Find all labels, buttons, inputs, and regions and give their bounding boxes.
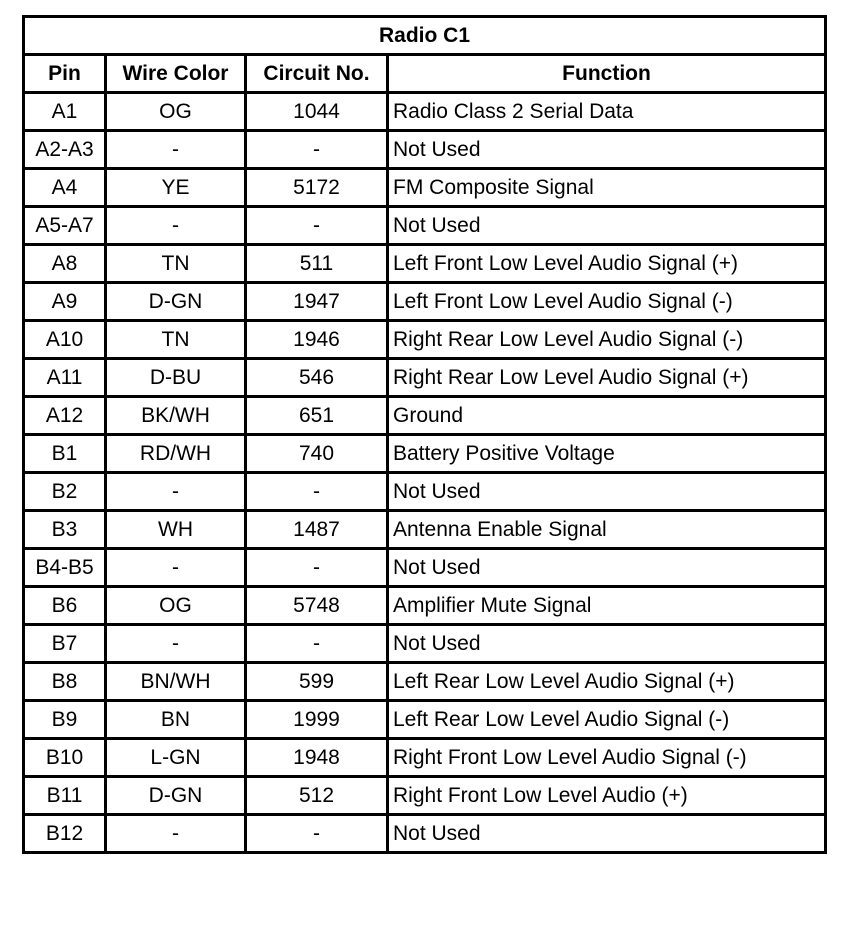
table-row bbox=[24, 245, 826, 283]
header-wire-color: Wire Color bbox=[106, 55, 246, 93]
wire-color-cell: D-BU bbox=[106, 359, 246, 397]
table-row bbox=[24, 625, 826, 663]
function-cell: Right Rear Low Level Audio Signal (+) bbox=[388, 359, 826, 397]
pin-cell: B4-B5 bbox=[24, 549, 106, 587]
function-cell: Right Front Low Level Audio Signal (-) bbox=[388, 739, 826, 777]
circuit-number-cell: 546 bbox=[246, 359, 388, 397]
pin-cell: A2-A3 bbox=[24, 131, 106, 169]
pin-cell: B1 bbox=[24, 435, 106, 473]
pin-cell: A5-A7 bbox=[24, 207, 106, 245]
table-row bbox=[24, 359, 826, 397]
function-cell: Not Used bbox=[388, 625, 826, 663]
function-cell: Left Rear Low Level Audio Signal (-) bbox=[388, 701, 826, 739]
wire-color-cell: - bbox=[106, 815, 246, 853]
circuit-number-cell: 5748 bbox=[246, 587, 388, 625]
circuit-number-cell: 1947 bbox=[246, 283, 388, 321]
function-cell: Ground bbox=[388, 397, 826, 435]
table-title-row bbox=[24, 17, 826, 55]
table-row bbox=[24, 663, 826, 701]
table-row bbox=[24, 815, 826, 853]
wire-color-cell: - bbox=[106, 207, 246, 245]
table-row bbox=[24, 283, 826, 321]
wire-color-cell: TN bbox=[106, 321, 246, 359]
pin-cell: B9 bbox=[24, 701, 106, 739]
function-cell: Left Front Low Level Audio Signal (-) bbox=[388, 283, 826, 321]
function-cell: Not Used bbox=[388, 473, 826, 511]
pin-cell: A11 bbox=[24, 359, 106, 397]
wire-color-cell: WH bbox=[106, 511, 246, 549]
circuit-number-cell: 5172 bbox=[246, 169, 388, 207]
function-cell: Not Used bbox=[388, 207, 826, 245]
table-row bbox=[24, 397, 826, 435]
wire-color-cell: - bbox=[106, 549, 246, 587]
circuit-number-cell: - bbox=[246, 549, 388, 587]
pin-cell: A9 bbox=[24, 283, 106, 321]
function-cell: Not Used bbox=[388, 549, 826, 587]
circuit-number-cell: 511 bbox=[246, 245, 388, 283]
function-cell: Right Rear Low Level Audio Signal (-) bbox=[388, 321, 826, 359]
wire-color-cell: D-GN bbox=[106, 777, 246, 815]
function-cell: Antenna Enable Signal bbox=[388, 511, 826, 549]
header-circuit-no: Circuit No. bbox=[246, 55, 388, 93]
pin-cell: A1 bbox=[24, 93, 106, 131]
function-cell: Amplifier Mute Signal bbox=[388, 587, 826, 625]
wire-color-cell: TN bbox=[106, 245, 246, 283]
circuit-number-cell: 1946 bbox=[246, 321, 388, 359]
circuit-number-cell: 1999 bbox=[246, 701, 388, 739]
pin-cell: B3 bbox=[24, 511, 106, 549]
wire-color-cell: D-GN bbox=[106, 283, 246, 321]
wire-color-cell: - bbox=[106, 625, 246, 663]
pin-cell: A10 bbox=[24, 321, 106, 359]
table-row bbox=[24, 207, 826, 245]
circuit-number-cell: 740 bbox=[246, 435, 388, 473]
function-cell: Left Front Low Level Audio Signal (+) bbox=[388, 245, 826, 283]
table-header-row bbox=[24, 55, 826, 93]
circuit-number-cell: - bbox=[246, 131, 388, 169]
table-row bbox=[24, 701, 826, 739]
function-cell: Not Used bbox=[388, 131, 826, 169]
wire-color-cell: BN bbox=[106, 701, 246, 739]
wire-color-cell: BK/WH bbox=[106, 397, 246, 435]
table-row bbox=[24, 93, 826, 131]
table-row bbox=[24, 321, 826, 359]
wire-color-cell: RD/WH bbox=[106, 435, 246, 473]
connector-pinout-table bbox=[22, 15, 827, 854]
table-row bbox=[24, 435, 826, 473]
wire-color-cell: - bbox=[106, 473, 246, 511]
wire-color-cell: BN/WH bbox=[106, 663, 246, 701]
function-cell: Right Front Low Level Audio (+) bbox=[388, 777, 826, 815]
pin-cell: A4 bbox=[24, 169, 106, 207]
table-body bbox=[24, 93, 826, 853]
pin-cell: B12 bbox=[24, 815, 106, 853]
wire-color-cell: OG bbox=[106, 587, 246, 625]
pin-cell: B10 bbox=[24, 739, 106, 777]
function-cell: FM Composite Signal bbox=[388, 169, 826, 207]
wire-color-cell: L-GN bbox=[106, 739, 246, 777]
pin-cell: B8 bbox=[24, 663, 106, 701]
pin-cell: A12 bbox=[24, 397, 106, 435]
table-row bbox=[24, 473, 826, 511]
pin-cell: B6 bbox=[24, 587, 106, 625]
circuit-number-cell: - bbox=[246, 473, 388, 511]
table-row bbox=[24, 739, 826, 777]
function-cell: Not Used bbox=[388, 815, 826, 853]
function-cell: Battery Positive Voltage bbox=[388, 435, 826, 473]
function-cell: Radio Class 2 Serial Data bbox=[388, 93, 826, 131]
circuit-number-cell: 512 bbox=[246, 777, 388, 815]
pin-cell: B11 bbox=[24, 777, 106, 815]
wire-color-cell: - bbox=[106, 131, 246, 169]
pin-cell: A8 bbox=[24, 245, 106, 283]
header-pin: Pin bbox=[24, 55, 106, 93]
table-row bbox=[24, 549, 826, 587]
pin-cell: B7 bbox=[24, 625, 106, 663]
table-row bbox=[24, 169, 826, 207]
circuit-number-cell: 1044 bbox=[246, 93, 388, 131]
table-row bbox=[24, 587, 826, 625]
table-title: Radio C1 bbox=[24, 17, 826, 55]
pin-cell: B2 bbox=[24, 473, 106, 511]
circuit-number-cell: - bbox=[246, 815, 388, 853]
circuit-number-cell: - bbox=[246, 207, 388, 245]
table-row bbox=[24, 511, 826, 549]
circuit-number-cell: 1487 bbox=[246, 511, 388, 549]
table-row bbox=[24, 777, 826, 815]
circuit-number-cell: 1948 bbox=[246, 739, 388, 777]
wire-color-cell: OG bbox=[106, 93, 246, 131]
header-function: Function bbox=[388, 55, 826, 93]
circuit-number-cell: 651 bbox=[246, 397, 388, 435]
function-cell: Left Rear Low Level Audio Signal (+) bbox=[388, 663, 826, 701]
circuit-number-cell: 599 bbox=[246, 663, 388, 701]
wire-color-cell: YE bbox=[106, 169, 246, 207]
table-row bbox=[24, 131, 826, 169]
circuit-number-cell: - bbox=[246, 625, 388, 663]
